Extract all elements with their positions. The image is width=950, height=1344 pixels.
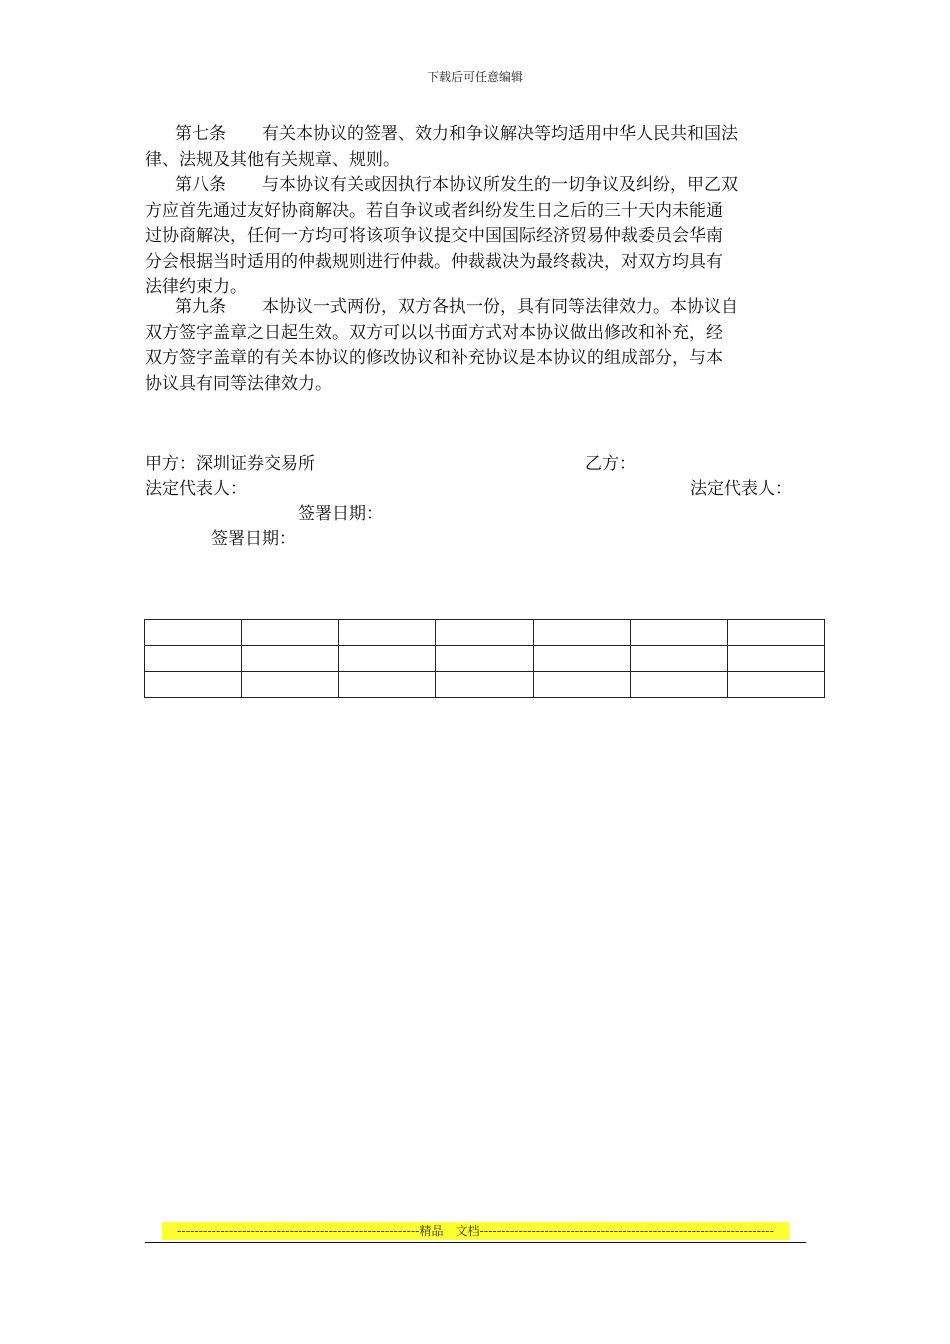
table-cell — [533, 620, 630, 646]
article-line: 双方签字盖章之日起生效。双方可以以书面方式对本协议做出修改和补充，经 — [145, 322, 723, 343]
article-line: 第七条 有关本协议的签署、效力和争议解决等均适用中华人民共和国法 — [175, 124, 738, 144]
article-line: 协议具有同等法律效力。 — [145, 373, 332, 394]
party-a-label: 甲方：深圳证券交易所 — [145, 454, 315, 474]
table-row — [145, 620, 825, 646]
article-line: 方应首先通过友好协商解决。若自争议或者纠纷发生日之后的三十天内未能通 — [145, 200, 723, 221]
article-number: 第八条 — [175, 175, 226, 195]
table-cell — [339, 646, 436, 672]
article-8 — [145, 173, 825, 301]
article-line: 第八条 与本协议有关或因执行本协议所发生的一切争议及纠纷，甲乙双 — [175, 175, 738, 195]
table-cell — [145, 672, 242, 698]
table-cell — [339, 672, 436, 698]
table-row — [145, 646, 825, 672]
table-cell — [533, 646, 630, 672]
article-line: 法律约束力。 — [145, 277, 247, 297]
table-cell — [145, 620, 242, 646]
legal-rep-b-label: 法定代表人： — [690, 479, 792, 499]
table-cell — [727, 620, 824, 646]
page-header: 下载后可任意编辑 — [426, 70, 523, 84]
table-cell — [242, 646, 339, 672]
sign-date-label: 签署日期： — [211, 529, 296, 549]
article-line: 分会根据当时适用的仲裁规则进行仲裁。仲裁裁决为最终裁决，对双方均具有 — [145, 251, 723, 272]
footer-divider — [145, 1242, 806, 1243]
article-9 — [145, 295, 825, 397]
footer-banner: --------------------------------------------------------精品 文档-------------------------------------------------------------------- — [162, 1222, 789, 1240]
table-cell — [145, 646, 242, 672]
table-cell — [727, 672, 824, 698]
table-cell — [630, 672, 727, 698]
table-row — [145, 672, 825, 698]
table-cell — [242, 672, 339, 698]
table-cell — [436, 672, 533, 698]
article-line: 第九条 本协议一式两份，双方各执一份，具有同等法律效力。本协议自 — [175, 297, 738, 317]
table-cell — [533, 672, 630, 698]
table-cell — [727, 646, 824, 672]
party-b-label: 乙方： — [585, 454, 636, 474]
article-number: 第九条 — [175, 297, 226, 317]
table-cell — [630, 646, 727, 672]
empty-table — [144, 619, 825, 698]
table-cell — [436, 646, 533, 672]
table-cell — [242, 620, 339, 646]
sign-date-label: 签署日期： — [298, 504, 383, 524]
legal-rep-a-label: 法定代表人： — [145, 479, 247, 499]
article-line: 律、法规及其他有关规章、规则。 — [145, 149, 400, 170]
table-cell — [630, 620, 727, 646]
article-line: 双方签字盖章的有关本协议的修改协议和补充协议是本协议的组成部分，与本 — [145, 348, 723, 368]
article-7 — [145, 122, 825, 173]
article-number: 第七条 — [175, 124, 226, 144]
table-cell — [436, 620, 533, 646]
table-cell — [339, 620, 436, 646]
article-line: 过协商解决，任何一方均可将该项争议提交中国国际经济贸易仲裁委员会华南 — [145, 226, 723, 246]
